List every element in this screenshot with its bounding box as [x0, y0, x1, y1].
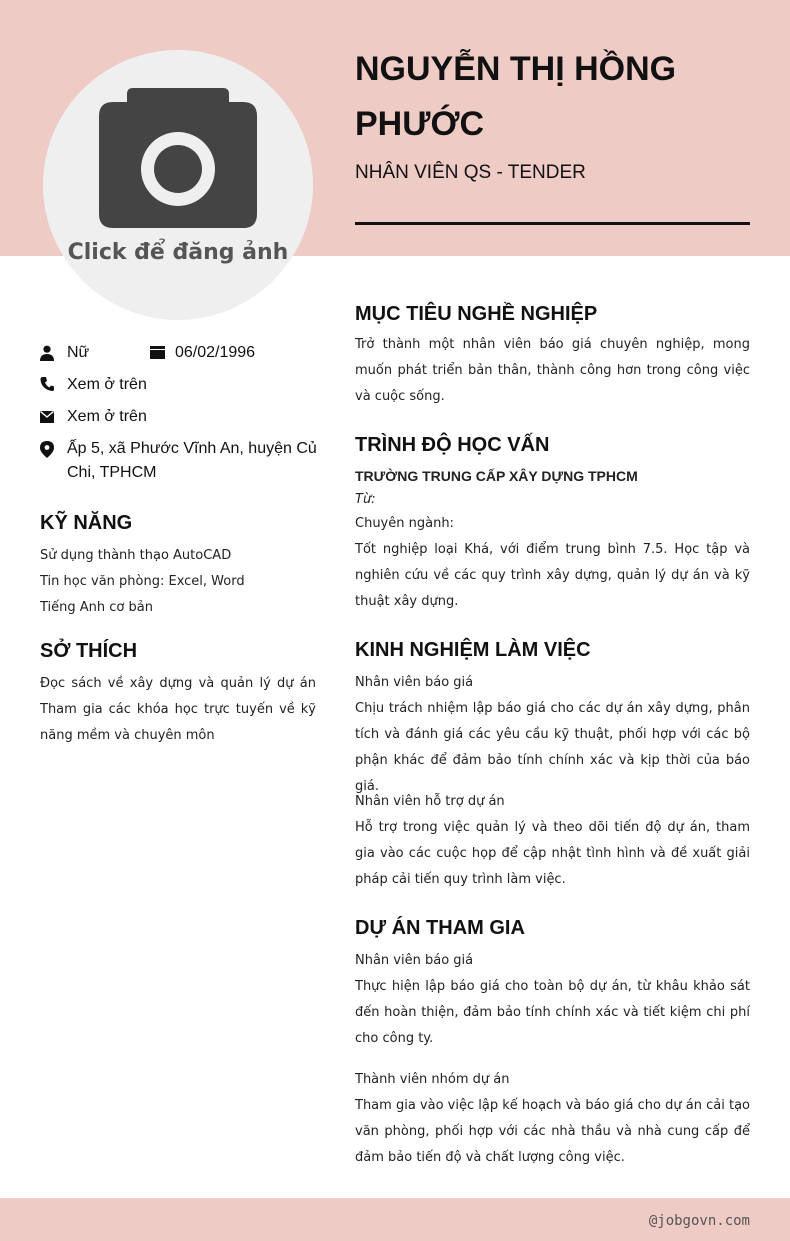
mail-icon: [40, 411, 54, 423]
education-from: Từ:: [355, 492, 376, 507]
education-major: Chuyên ngành:: [355, 516, 454, 531]
education-title: TRÌNH ĐỘ HỌC VẤN: [355, 434, 550, 456]
footer-watermark: @jobgovn.com: [648, 1213, 750, 1229]
skill-item: Tin học văn phòng: Excel, Word: [40, 574, 245, 589]
experience-title: KINH NGHIỆM LÀM VIỆC: [355, 639, 591, 661]
skill-item: Tiếng Anh cơ bản: [40, 600, 153, 615]
job-title: NHÂN VIÊN QS - TENDER: [355, 162, 586, 183]
project-role: Thành viên nhóm dự án: [355, 1072, 510, 1087]
hobbies-text: Đọc sách về xây dựng và quản lý dự án Tham gia các khóa học trực tuyến về kỹ năng mềm và chuyên môn: [40, 676, 316, 743]
projects-title: DỰ ÁN THAM GIA: [355, 917, 525, 939]
email-value: Xem ở trên: [67, 408, 147, 425]
hobbies-title: SỞ THÍCH: [40, 640, 138, 662]
experience-description: Chịu trách nhiệm lập báo giá cho các dự án xây dựng, phân tích và đánh giá các yêu cầu kỹ thuật, phối hợp với các bộ phận khác để đảm bảo tính chính xác và kịp thời của báo giá.: [355, 701, 750, 794]
candidate-name: NGUYỄN THỊ HỒNG PHƯỚC: [355, 50, 677, 143]
skills-title: KỸ NĂNG: [40, 512, 133, 534]
project-description: Thực hiện lập báo giá cho toàn bộ dự án, từ khâu khảo sát đến hoàn thiện, đảm bảo tính chính xác và tiết kiệm chi phí cho công ty.: [355, 979, 750, 1046]
education-school: TRƯỜNG TRUNG CẤP XÂY DỰNG TPHCM: [355, 468, 638, 484]
calendar-icon: [150, 346, 165, 359]
experience-position: Nhân viên báo giá: [355, 675, 474, 690]
camera-icon: [97, 88, 259, 228]
project-role: Nhân viên báo giá: [355, 953, 474, 968]
experience-description: Hỗ trợ trong việc quản lý và theo dõi tiến độ dự án, tham gia vào các cuộc họp để cập nhật tình hình và đề xuất giải pháp cải tiến quy trình làm việc.: [355, 820, 750, 887]
phone-icon: [40, 376, 54, 392]
objective-title: MỤC TIÊU NGHỀ NGHIỆP: [355, 303, 598, 325]
avatar-upload-label: Click để đăng ảnh: [67, 240, 289, 265]
experience-position: Nhân viên hỗ trợ dự án: [355, 794, 505, 809]
education-description: Tốt nghiệp loại Khá, với điểm trung bình 7.5. Học tập và nghiên cứu về các quy trình xây dựng, quản lý dự án và kỹ thuật xây dựng.: [355, 542, 750, 609]
title-divider: [355, 222, 750, 225]
objective-text: Trở thành một nhân viên báo giá chuyên nghiệp, mong muốn phát triển bản thân, thành công hơn trong công việc và cuộc sống.: [355, 337, 750, 404]
phone-value: Xem ở trên: [67, 376, 147, 393]
skill-item: Sử dụng thành thạo AutoCAD: [40, 548, 232, 563]
project-description: Tham gia vào việc lập kế hoạch và báo giá cho dự án cải tạo văn phòng, phối hợp với các nhà thầu và nhà cung cấp để đảm bảo tiến độ và chất lượng công việc.: [355, 1098, 750, 1165]
location-icon: [40, 441, 54, 458]
person-icon: [40, 345, 54, 361]
avatar-upload[interactable]: [43, 50, 313, 320]
address-value: Ấp 5, xã Phước Vĩnh An, huyện Củ Chi, TPHCM: [67, 440, 317, 481]
gender-value: Nữ: [67, 344, 90, 361]
birthdate-value: 06/02/1996: [175, 344, 256, 361]
